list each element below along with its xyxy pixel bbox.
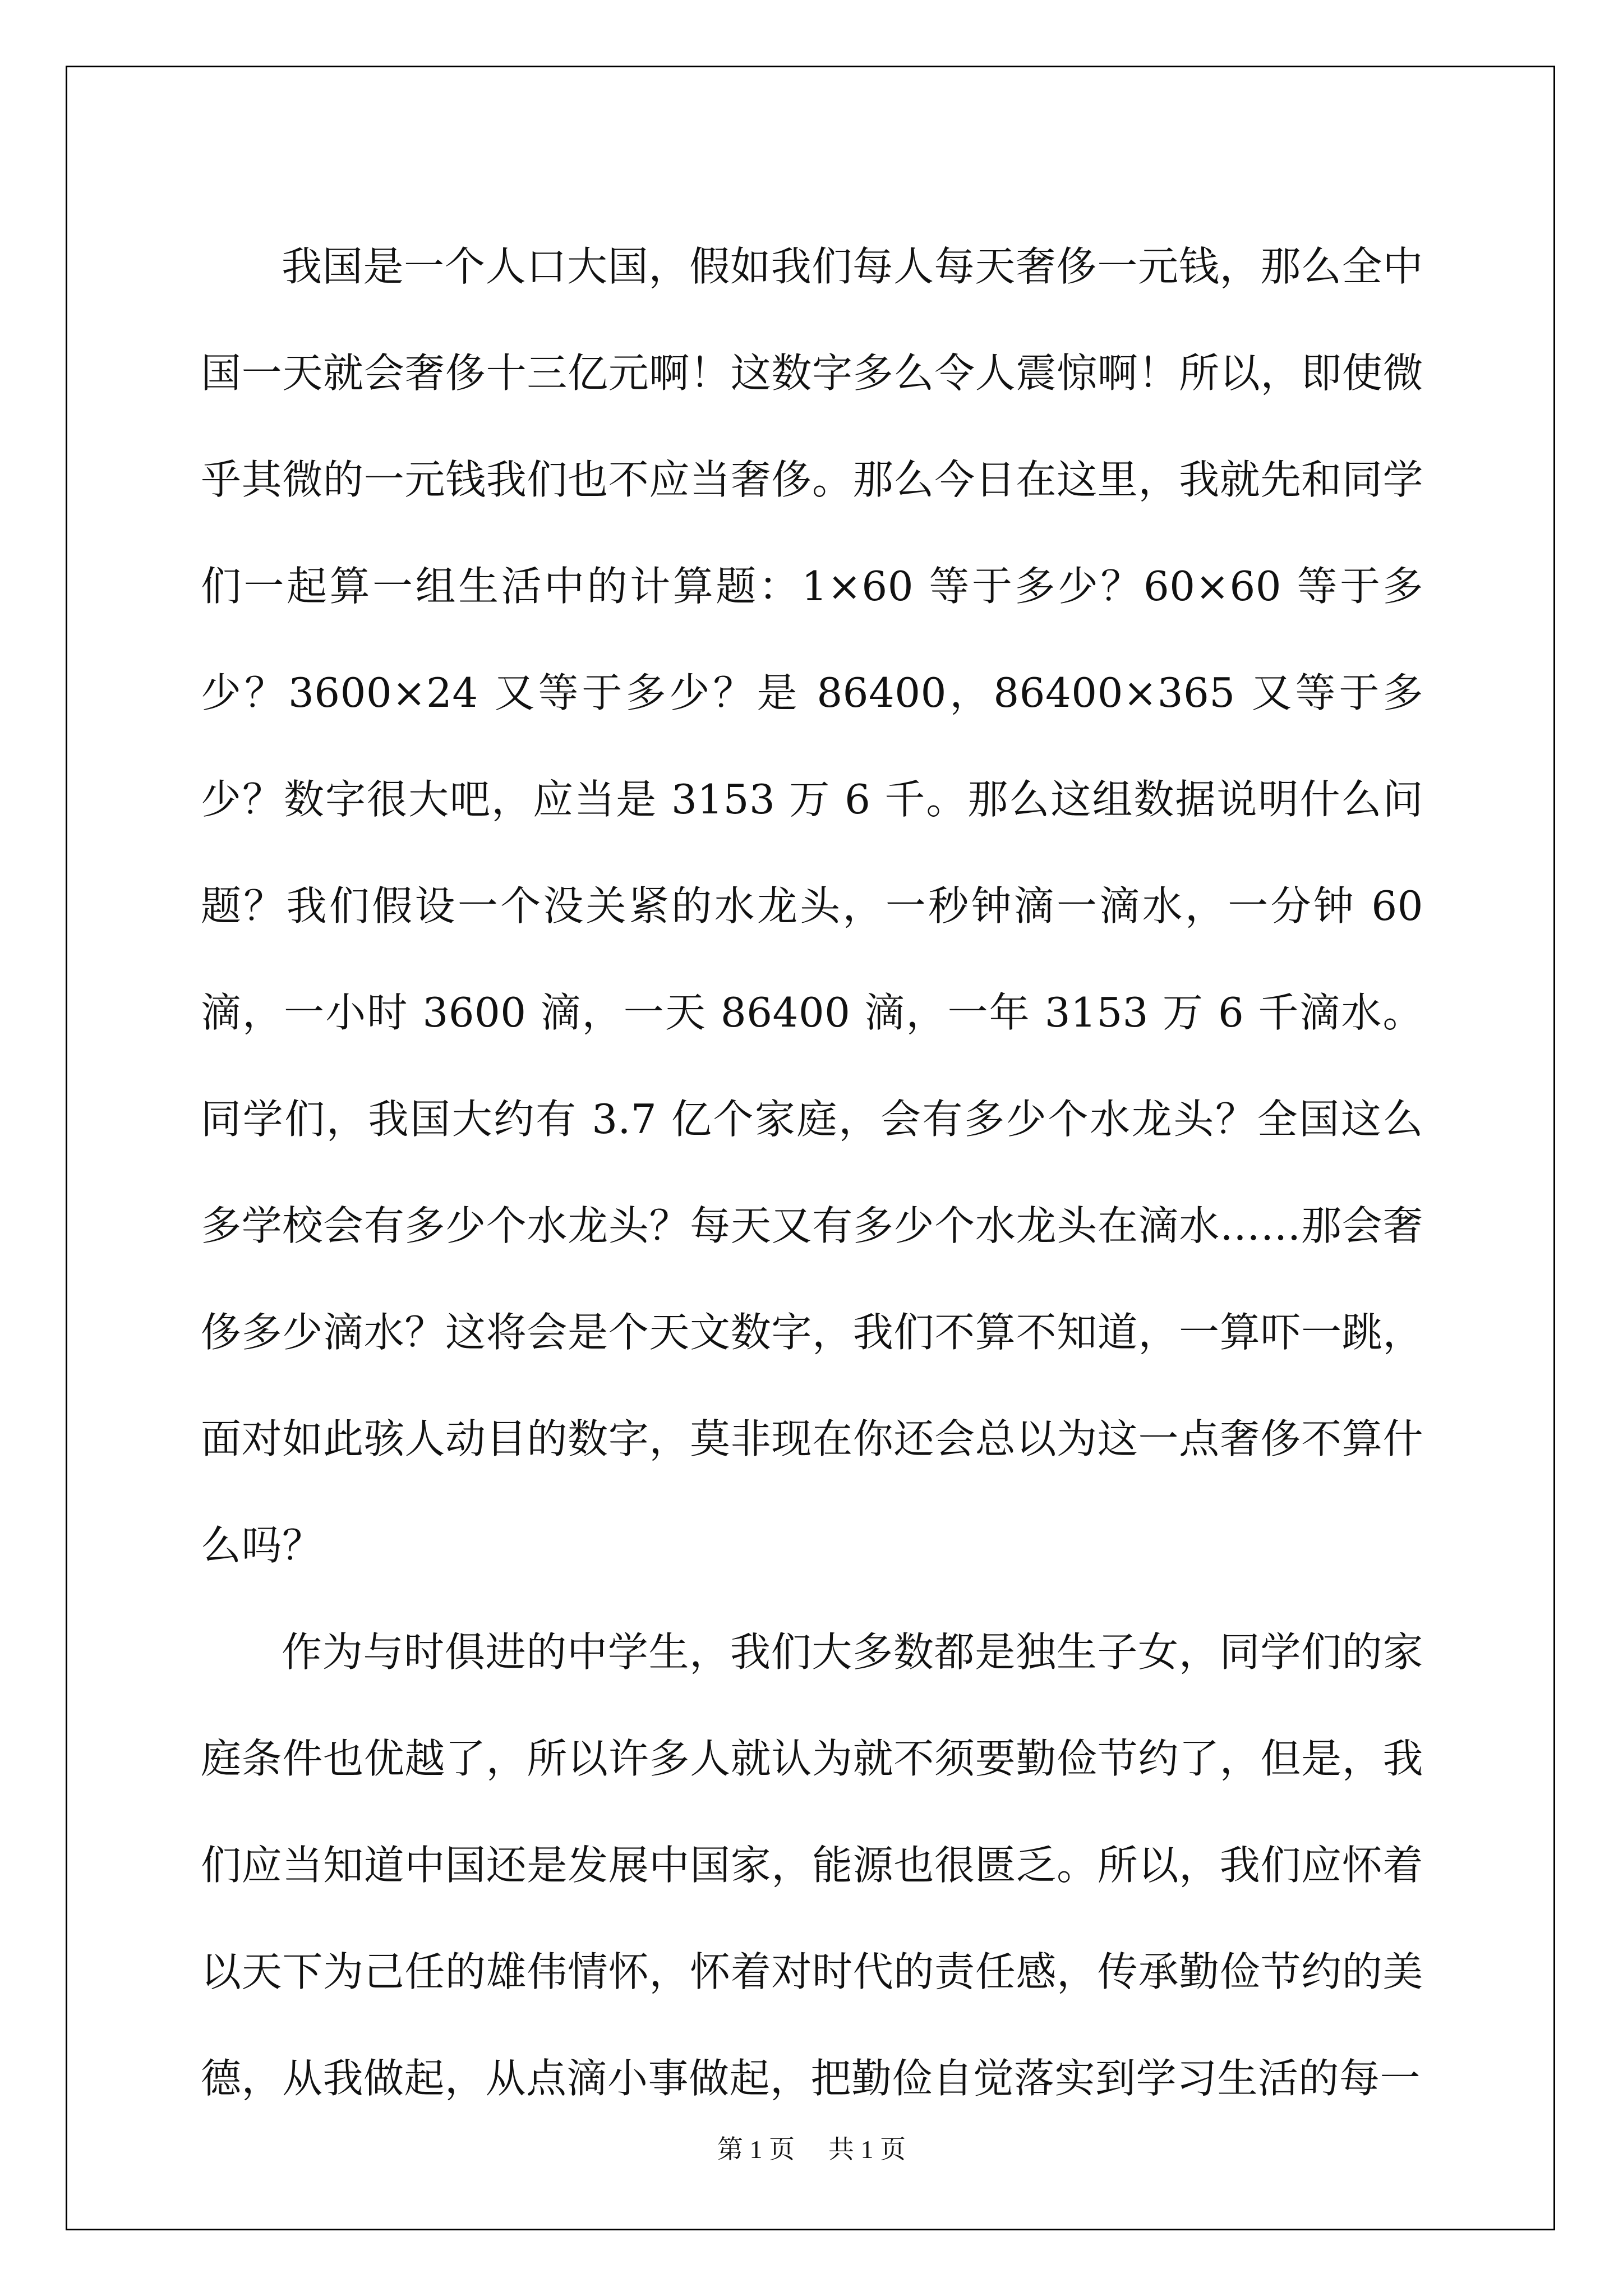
document-body	[201, 213, 1423, 2132]
paragraph-1: 我国是一个人口大国，假如我们每人每天奢侈一元钱，那么全中国一天就会奢侈十三亿元啊！这数字多么令人震惊啊！所以，即使微乎其微的一元钱我们也不应当奢侈。那么今日在这里，我就先和同学们一起算一组生活中的计算题：1×60 等于多少？60×60 等于多少？3600×24 又等于多少？是 86400，86400×365 又等于多少？数字很大吧，应当是 3153 万 6 千。那么这组数据说明什么问题？我们假设一个没关紧的水龙头，一秒钟滴一滴水，一分钟 60 滴，一小时 3600 滴，一天 86400 滴，一年 3153 万 6 千滴水。同学们，我国大约有 3.7 亿个家庭，会有多少个水龙头？全国这么多学校会有多少个水龙头？每天又有多少个水龙头在滴水……那会奢侈多少滴水？这将会是个天文数字，我们不算不知道，一算吓一跳，面对如此骇人动目的数字，莫非现在你还会总以为这一点奢侈不算什么吗？	[201, 243, 1423, 1569]
paragraph-2: 作为与时俱进的中学生，我们大多数都是独生子女，同学们的家庭条件也优越了，所以许多人就认为就不须要勤俭节约了，但是，我们应当知道中国还是发展中国家，能源也很匮乏。所以，我们应怀着以天下为己任的雄伟情怀，怀着对时代的责任感，传承勤俭节约的美德，从我做起，从点滴小事做起，把勤俭自觉落实到学习生活的每一	[201, 1628, 1423, 2102]
page-footer	[0, 2129, 1623, 2166]
page-number: 第 1 页	[717, 2135, 795, 2164]
page-total: 共 1 页	[828, 2135, 906, 2164]
